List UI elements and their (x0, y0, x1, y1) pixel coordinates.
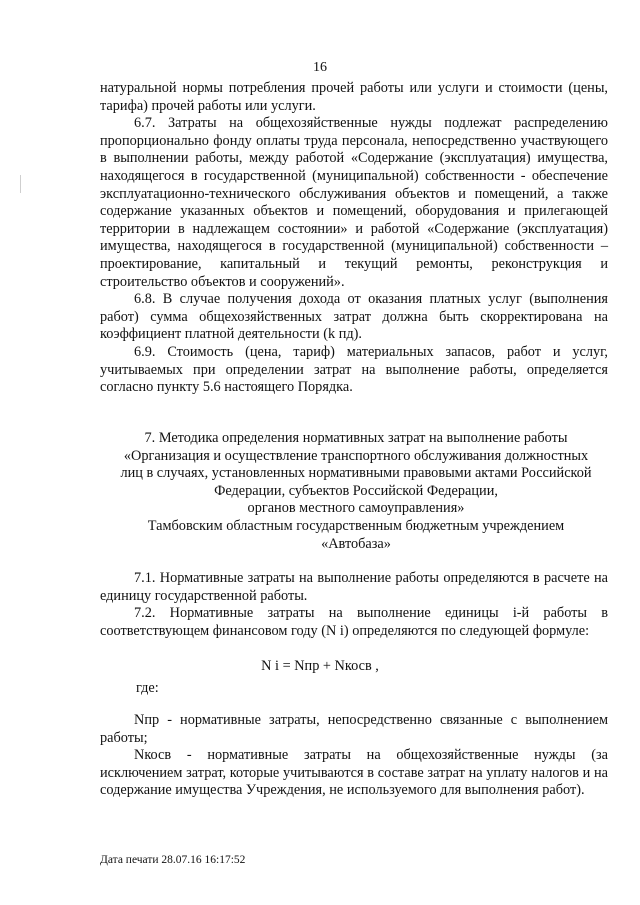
paragraph-6-7: 6.7. Затраты на общехозяйственные нужды подлежат распределению пропорционально фонду оплаты труда персонала, непосредственно участвующего в выполнении работы, между работой «Содержание (эксплуатация) имущества, находящегося в государственной (муниципальной) собственности - обеспечение эксплуатационно-технического обслуживания объектов и помещений, а также содержание указанных объектов и помещений, оборудования и прилегающей территории в надлежащем состоянии» и работой «Содержание (эксплуатация) имущества, находящегося в государственной (муниципальной) собственности – проектирование, капитальный и текущий ремонты, реконструкция и строительство объектов и сооружений». (100, 115, 608, 290)
heading-line: лиц в случаях, установленных нормативными правовыми актами Российской (120, 465, 592, 482)
definition-npr: Nпр - нормативные затраты, непосредственно связанные с выполнением работы; (100, 712, 608, 746)
paragraph-6-9: 6.9. Стоимость (цена, тариф) материальных запасов, работ и услуг, учитываемых при определении затрат на выполнение работы, определяется согласно пункту 5.6 настоящего Порядка. (100, 343, 608, 396)
paragraph-7-2: 7.2. Нормативные затраты на выполнение единицы i-й работы в соответствующем финансовом году (N i) определяются по следующей формуле: (100, 605, 608, 639)
heading-line: 7. Методика определения нормативных затрат на выполнение работы (144, 430, 568, 446)
heading-line: органов местного самоуправления» (247, 500, 465, 517)
section-7-block (100, 570, 608, 640)
margin-mark (20, 175, 21, 193)
heading-line: «Автобаза» (321, 535, 391, 552)
section-6-block (100, 80, 608, 397)
print-date: Дата печати 28.07.16 16:17:52 (100, 854, 246, 866)
paragraph-7-1: 7.1. Нормативные затраты на выполнение работы определяются в расчете на единицу государственной работы. (100, 570, 608, 604)
heading-line: Тамбовским областным государственным бюджетным учреждением (147, 517, 565, 534)
heading-line: Федерации, субъектов Российской Федерации, (214, 482, 498, 499)
page-number: 16 (313, 60, 327, 75)
section-7-heading (96, 430, 616, 553)
definition-nkosv: Nкосв - нормативные затраты на общехозяйственные нужды (за исключением затрат, которые учитываются в составе затрат на уплату налогов и на содержание имущества Учреждения, не используемого для выполнения работ). (100, 747, 608, 799)
formula: N i = Nпр + Nкосв , (261, 658, 379, 674)
definitions-block (100, 712, 608, 800)
paragraph-continuation: натуральной нормы потребления прочей работы или услуги и стоимости (цены, тарифа) прочей работы или услуги. (100, 80, 608, 114)
heading-line: «Организация и осуществление транспортного обслуживания должностных (123, 447, 589, 464)
where-label: где: (136, 680, 159, 696)
paragraph-6-8: 6.8. В случае получения дохода от оказания платных услуг (выполнения работ) сумма общехозяйственных затрат должна быть скорректирована на коэффициент платной деятельности (k пд). (100, 291, 608, 343)
